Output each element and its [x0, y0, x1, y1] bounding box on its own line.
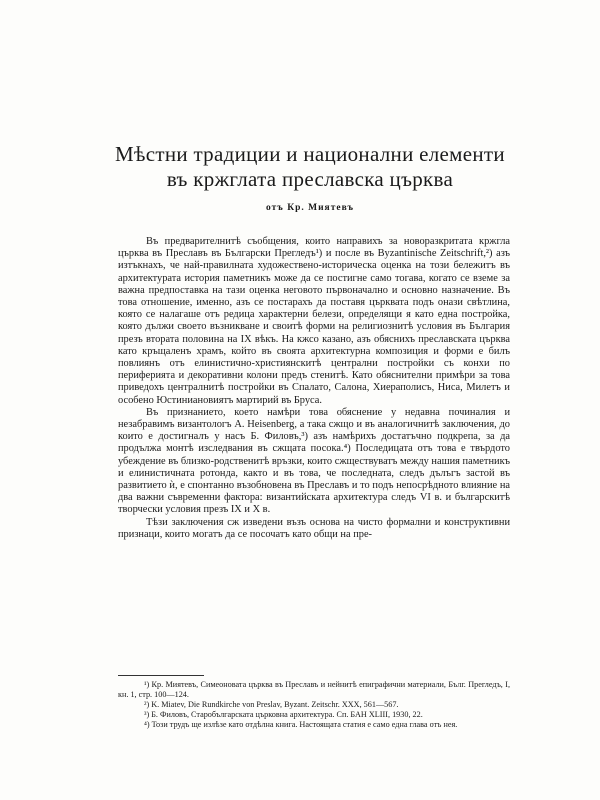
article-body [118, 236, 510, 541]
footnote: ⁴) Този трудъ ще излѣзе като отдѣлна книга. Настоящата статия е само една глава отъ нея. [144, 720, 458, 729]
footnote: ³) Б. Филовъ, Старобългарската църковна архитектура. Сп. БАН XLIII, 1930, 22. [144, 710, 423, 719]
footnote: ¹) Кр. Миятевъ, Симеоновата църква въ Преславъ и нейнитѣ епиграфични материали, Бълг. Прегледъ, I, кн. 1, стр. 100—124. [118, 680, 510, 699]
paragraph: Въ предварителнитѣ съобщения, които направихъ за новоразкритата кржгла църква въ Преславъ въ Български Прегледъ¹) и после въ Byzantinische Zeitschrift,²) азъ изтъкнахъ, че най-правилната художествено-историческа оценка на този бележитъ въ архитектурата история паметникъ може да се постигне само тогава, когато се вземе за важна предпоставка на тази оценка неговото първоначално и основно назначение. Въ това отношение, именно, азъ се постарахъ да поставя църквата подъ онази свѣтлина, която се налагаше отъ редица характерни белези, определящи я като една постройка, която дължи своето възникване и своитѣ форми на религиознитѣ условия въ България презъ втората половина на IX вѣкъ. На кжсо казано, азъ обяснихъ преславската църква като кръщаленъ храмъ, който въ своята архитектурна композиция и форми е билъ повлиянъ отъ елинистично-християнскитѣ централни постройки съ конхи по периферията и декоративни колони предъ стенитѣ. Като обяснителни примѣри за това приведохъ централнитѣ постройки въ Спалато, Салона, Хиераполисъ, Ниса, Милетъ и особено Юстиниановиятъ мартирий въ Бруса. [118, 236, 510, 406]
footnote-divider [118, 675, 204, 676]
author-byline: отъ Кр. Миятевъ [265, 203, 355, 213]
title-line-2: въ кржглата преславска църква [166, 167, 454, 191]
footnote: ²) K. Miatev, Die Rundkirche von Preslav, Byzant. Zeitschr. XXX, 561—567. [144, 700, 399, 709]
paragraph: Тѣзи заключения сж изведени възъ основа на чисто формални и конструктивни признаци, които могатъ да се посочатъ като общи на пре- [118, 516, 510, 540]
title-line-1: Мѣстни традиции и национални елементи [115, 142, 505, 166]
article-title [60, 142, 560, 192]
footnotes [118, 680, 510, 730]
paragraph: Въ признанието, което намѣри това обяснение у недавна починалия и незабравимъ византологъ A. Heisenberg, а така сжщо и въ аналогичнитѣ заключения, до които е достигналъ у насъ Б. Филовъ,³) азъ намѣрихъ достатъчно подкрепа, за да продължа монтѣ изследвания въ сжщата посока.⁴) Последицата отъ това е твърдото убеждение въ близко-родственитѣ връзки, които сжществуватъ между нашия паметникъ и елинистичната ротонда, както и въ това, че последната, следъ дълъгъ застой въ развитието ѝ, е спонтанно възобновена въ Преславъ и то подъ непосрѣдното влияние на два важни съвременни фактора: византийската архитектура следъ VI в. и българскитѣ творчески условия презъ IX и X в. [118, 406, 510, 516]
